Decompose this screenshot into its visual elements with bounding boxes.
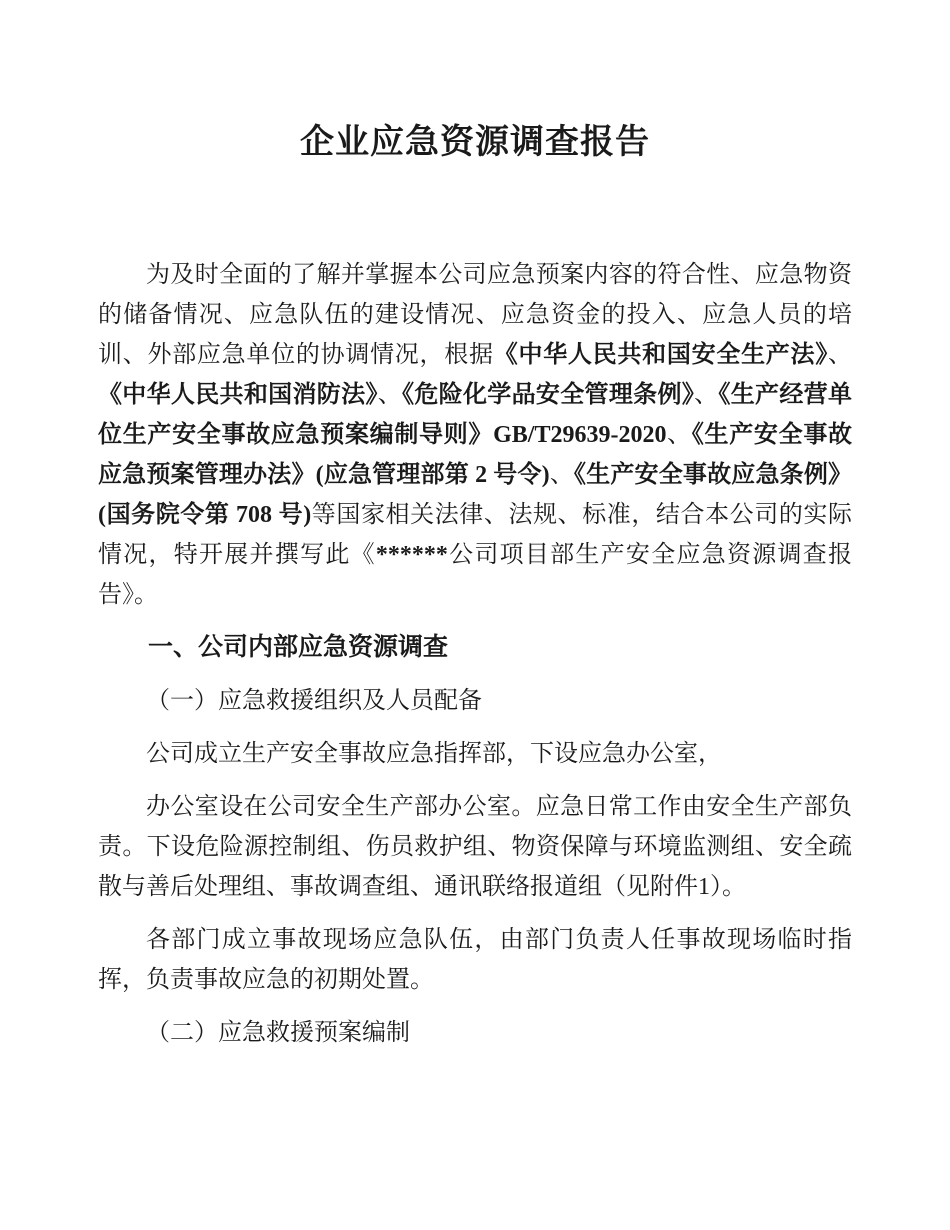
bold-text-run: 《危险化学品安全管理条例》 (402, 382, 695, 408)
bold-text-run: ****** (375, 542, 448, 568)
bold-text-run: 《生产安全事故应急预案管理办法》(应急管理部第 2 号令) (98, 422, 853, 488)
bold-text-run: 一、公司内部应急资源调查 (148, 634, 449, 661)
text-run: 公司成立生产安全事故应急指挥部，下设应急办公室， (146, 741, 722, 767)
text-run: 办公室设在公司安全生产部办公室。应急日常工作由安全生产部负责。下设危险源控制组、伤员救护组、物资保障与环境监测组、安全疏散与善后处理组、事故调查组、通讯联络报道组（见附件1）。 (98, 794, 852, 900)
text-run: 、 (828, 342, 853, 368)
paragraph (98, 787, 852, 907)
bold-text-run: 《中华人民共和国消防法》 (98, 382, 378, 408)
section-heading (98, 628, 852, 668)
text-run: 、 (666, 422, 692, 448)
text-run: 公司项目部生产安全应急资源调查报告》。 (98, 542, 853, 608)
text-run: 等国家相关法律、法规、标准，结合本公司的实际情况，特开展并撰写此《 (98, 502, 853, 568)
paragraph (98, 734, 852, 774)
text-run: 、 (694, 382, 719, 408)
text-run: （一）应急救援组织及人员配备 (146, 688, 482, 714)
paragraph (98, 255, 852, 615)
bold-text-run: 《生产经营单位生产安全事故应急预案编制导则》GB/T29639-2020 (98, 382, 852, 448)
bold-text-run: 《生产安全事故应急条例》(国务院令第 708 号) (98, 462, 853, 528)
document-body (98, 255, 852, 1053)
document-title: 企业应急资源调查报告 (300, 124, 650, 161)
paragraph (98, 920, 852, 1000)
paragraph (98, 1013, 852, 1053)
bold-text-run: 《中华人民共和国安全生产法》 (493, 342, 829, 368)
text-run: 、 (549, 462, 575, 488)
text-run: （二）应急救援预案编制 (146, 1020, 410, 1046)
text-run: 为及时全面的了解并掌握本公司应急预案内容的符合性、应急物资的储备情况、应急队伍的建设情况、应急资金的投入、应急人员的培训、外部应急单位的协调情况，根据 (98, 262, 852, 368)
text-run: 、 (377, 382, 403, 408)
text-run: 各部门成立事故现场应急队伍，由部门负责人任事故现场临时指挥，负责事故应急的初期处置。 (98, 927, 852, 993)
paragraph (98, 681, 852, 721)
